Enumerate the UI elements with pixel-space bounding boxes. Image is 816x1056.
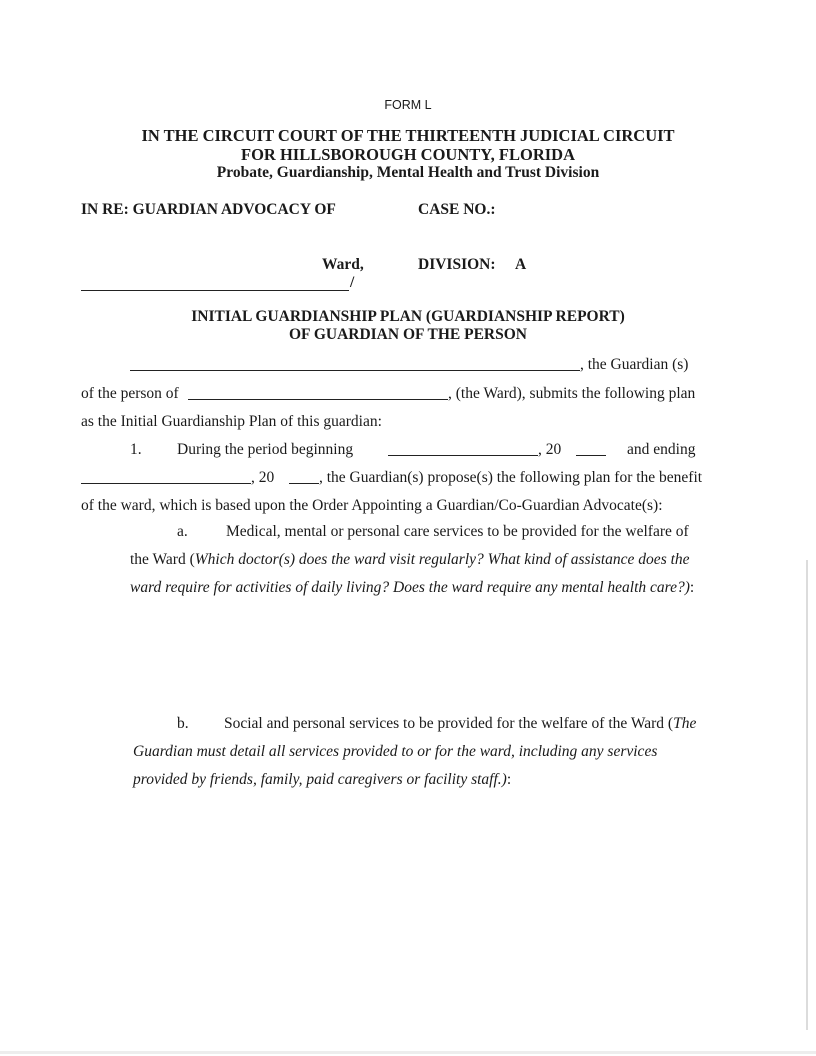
item-1-number: 1.	[130, 441, 142, 458]
division-label: DIVISION:	[418, 256, 496, 273]
guardian-name-blank[interactable]	[130, 370, 580, 371]
period-start-year-prefix: , 20	[538, 441, 562, 458]
scan-bottom-shadow	[0, 1051, 816, 1054]
period-start-year-blank[interactable]	[576, 455, 606, 456]
guardian-suffix: , the Guardian (s)	[580, 356, 689, 373]
item-b-letter: b.	[177, 715, 189, 732]
item-b-line-1	[224, 715, 696, 733]
scan-edge-shadow	[806, 560, 808, 1030]
in-re-label: IN RE: GUARDIAN ADVOCACY OF	[81, 201, 336, 218]
period-end-year-prefix: , 20	[251, 469, 275, 486]
intro-line-3: as the Initial Guardianship Plan of this guardian:	[81, 413, 382, 430]
person-of-suffix: , (the Ward), submits the following plan	[448, 385, 696, 402]
item-a-line-3	[130, 579, 694, 597]
item-1-during: During the period beginning	[177, 441, 354, 458]
title-line-2: OF GUARDIAN OF THE PERSON	[289, 326, 527, 343]
caption-slash: /	[350, 274, 355, 291]
item-a-line-3-question: ward require for activities of daily living? Does the ward require any mental health care?)	[130, 579, 690, 596]
ward-label: Ward,	[322, 256, 364, 273]
ward-name-blank[interactable]	[81, 290, 349, 291]
and-ending: and ending	[627, 441, 696, 458]
item-b-line-1-prefix: Social and personal services to be provided for the welfare of the Ward (	[224, 715, 674, 732]
item-a-line-2-question: Which doctor(s) does the ward visit regularly? What kind of assistance does the	[194, 551, 690, 568]
item-b-line-2: Guardian must detail all services provided to or for the ward, including any services	[133, 743, 658, 760]
division-value: A	[515, 256, 527, 273]
item-a-line-3-colon: :	[689, 579, 695, 596]
item-b-line-3-italic: provided by friends, family, paid caregivers or facility staff.)	[133, 771, 507, 788]
item-1-line-3: of the ward, which is based upon the Order Appointing a Guardian/Co-Guardian Advocate(s):	[81, 497, 663, 514]
item-b-line-3-colon: :	[506, 771, 512, 788]
period-end-year-blank[interactable]	[289, 483, 319, 484]
item-1-propose: , the Guardian(s) propose(s) the following plan for the benefit	[319, 469, 703, 486]
ward-person-blank[interactable]	[188, 399, 448, 400]
item-b-line-3	[133, 771, 511, 789]
item-a-line-2	[130, 551, 690, 569]
case-no-label: CASE NO.:	[418, 201, 496, 218]
item-a-line-1: Medical, mental or personal care services to be provided for the welfare of	[226, 523, 689, 540]
person-of-prefix: of the person of	[81, 385, 179, 402]
period-start-blank[interactable]	[388, 455, 538, 456]
court-division: Probate, Guardianship, Mental Health and Trust Division	[216, 164, 600, 181]
period-end-blank[interactable]	[81, 483, 251, 484]
form-label: FORM L	[384, 98, 432, 112]
title-line-1: INITIAL GUARDIANSHIP PLAN (GUARDIANSHIP REPORT)	[191, 308, 625, 325]
item-a-letter: a.	[177, 523, 188, 540]
item-a-line-2-prefix: the Ward (	[130, 551, 195, 568]
court-line-1: IN THE CIRCUIT COURT OF THE THIRTEENTH JUDICIAL CIRCUIT	[141, 126, 675, 145]
item-b-line-1-italic: The	[673, 715, 697, 732]
court-line-2: FOR HILLSBOROUGH COUNTY, FLORIDA	[240, 145, 576, 164]
